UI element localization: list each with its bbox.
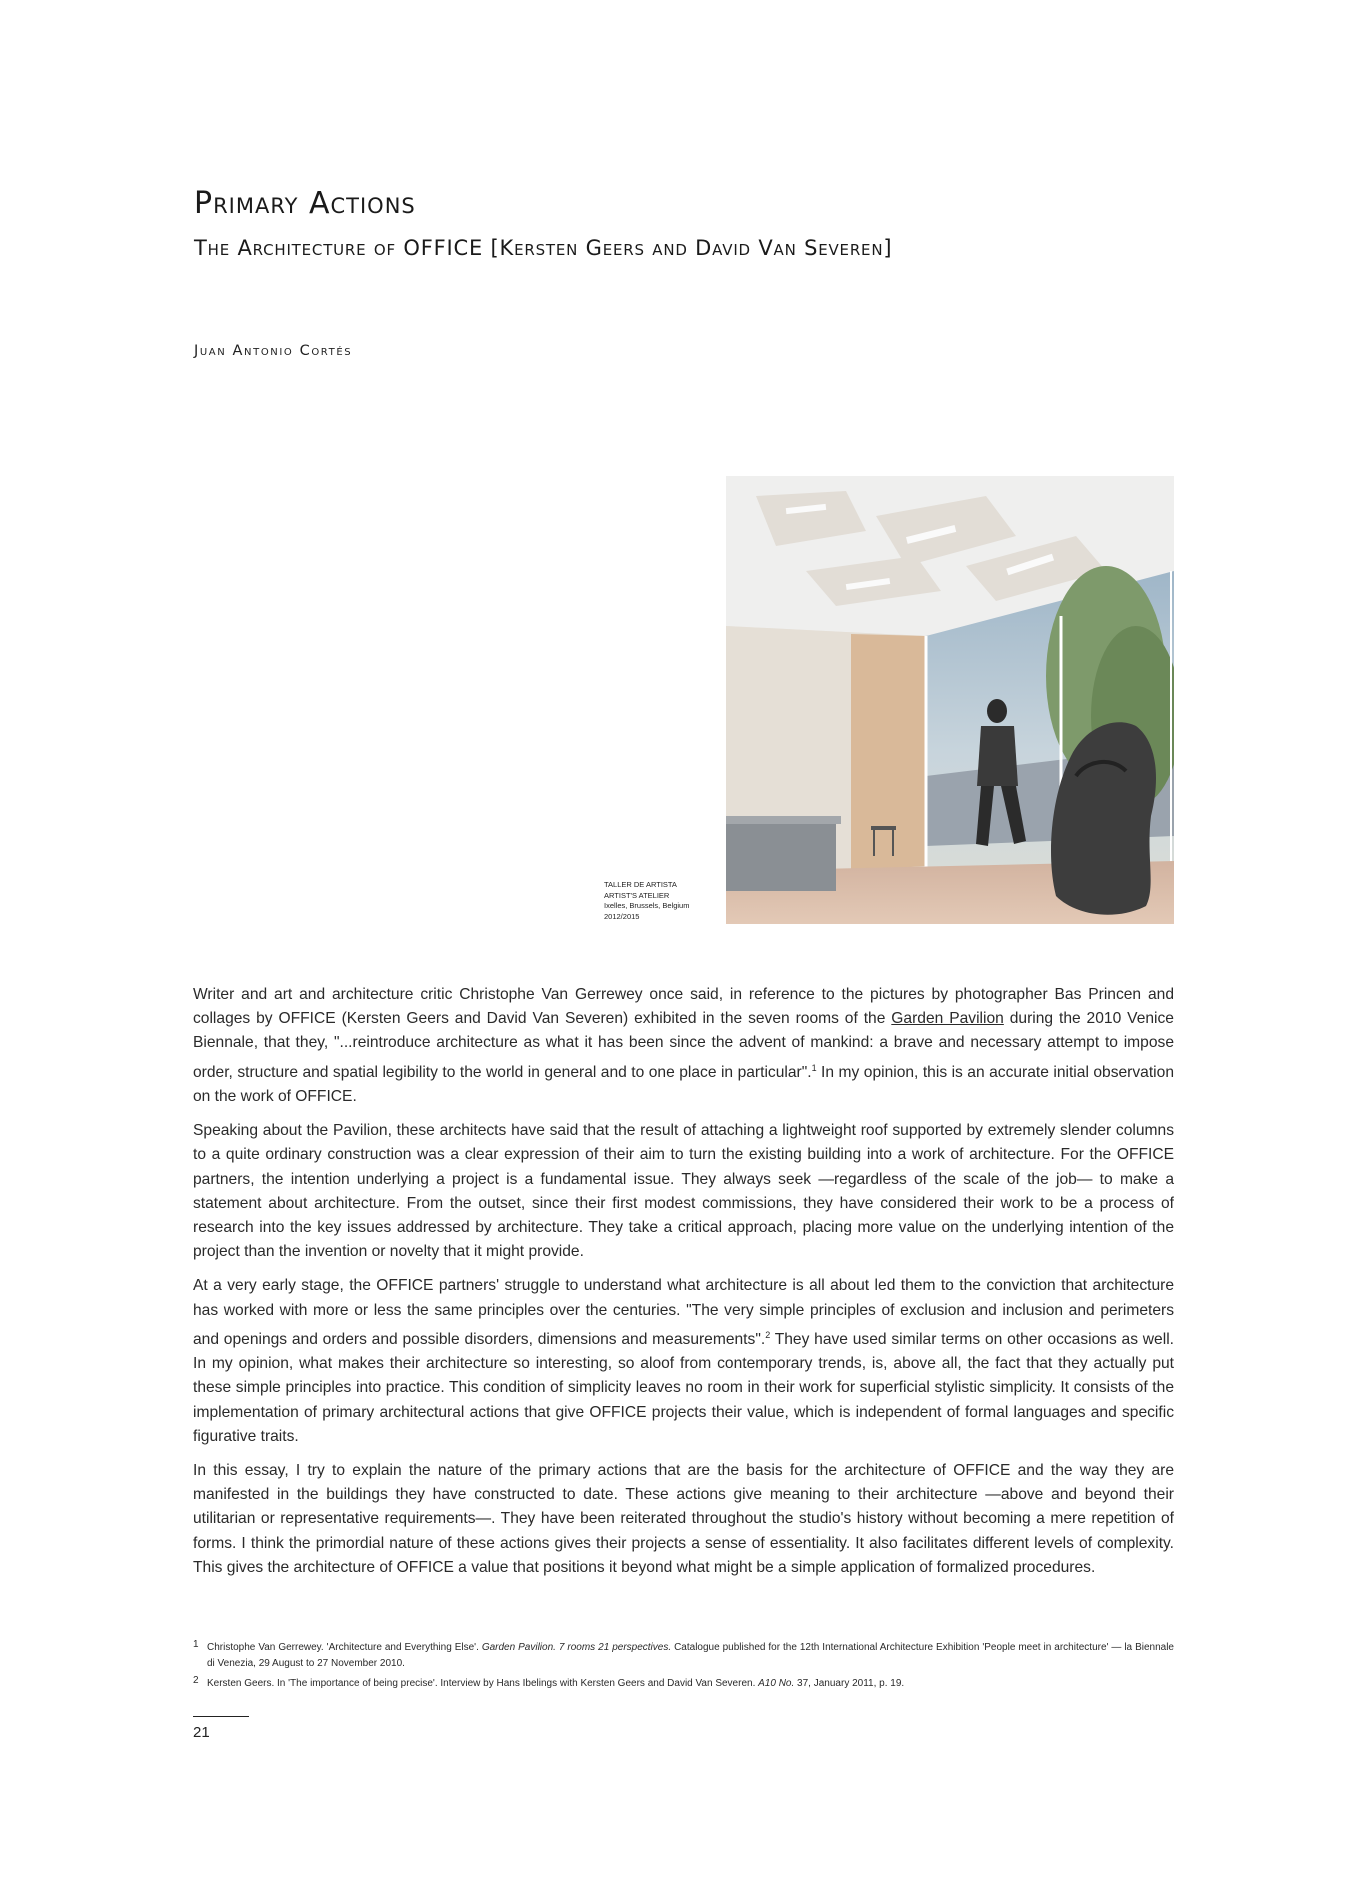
caption-line: TALLER DE ARTISTA (604, 880, 677, 889)
garden-pavilion-link[interactable]: Garden Pavilion (891, 1010, 1004, 1028)
footnote-ref: 2 (765, 1329, 771, 1340)
figure-caption (604, 880, 722, 922)
article-title: Primary Actions (194, 186, 416, 221)
article-body (193, 983, 1174, 1590)
caption-line: Ixelles, Brussels, Belgium (604, 901, 690, 910)
author-name: Juan Antonio Cortés (194, 343, 353, 359)
caption-line: 2012/2015 (604, 911, 640, 921)
article-subtitle: The Architecture of OFFICE [Kersten Geers and David Van Severen] (194, 236, 893, 260)
page-number-rule (193, 1716, 249, 1717)
footnote-number: 2 (193, 1675, 199, 1686)
footnote-ref: 1 (811, 1062, 817, 1073)
caption-line: ARTIST'S ATELIER (604, 890, 670, 900)
paragraph: At a very early stage, the OFFICE partners' struggle to understand what architecture is all about led them to the conviction that architecture has worked with more or less the same principles over the centuries. "The very simple principles of exclusion and inclusion and perimeters and openings and orders and possible disorders, dimensions and measurements".$^2$ They have used similar terms on other occasions as well. In my opinion, what makes their architecture so interesting, so aloof from contemporary trends, is, above all, the fact that they actually put these simple principles into practice. This condition of simplicity leaves no room in their work for superficial stylistic simplicity. It consists of the implementation of primary architectural actions that give OFFICE projects their value, which is independent of formal languages and specific figurative traits. (193, 1277, 1174, 1445)
paragraph: In this essay, I try to explain the nature of the primary actions that are the basis for the architecture of OFFICE and the way they are manifested in the buildings they have constructed to date. These actions give meaning to their architecture —above and beyond their utilitarian or representative requirements—. They have been reiterated throughout the studio's history without becoming a mere repetition of forms. I think the primordial nature of these actions gives their projects a sense of essentiality. It also facilitates different levels of complexity. This gives the architecture of OFFICE a value that positions it beyond what might be a simple application of formalized procedures. (193, 1462, 1174, 1576)
footnote: 2 Kersten Geers. In 'The importance of being precise'. Interview by Hans Ibelings with Kersten Geers and David Van Severen. A10 No. 37, January 2011, p. 19. (193, 1675, 905, 1689)
paragraph: Speaking about the Pavilion, these architects have said that the result of attaching a lightweight roof supported by extremely slender columns to a quite ordinary construction was a clear expression of their aim to turn the existing building into a work of architecture. For the OFFICE partners, the intention underlying a project is a fundamental issue. They always seek —regardless of the scale of the job— to make a statement about architecture. From the outset, since their first modest commissions, they have considered their work to be a process of research into the key issues addressed by architecture. They take a critical approach, placing more value on the underlying intention of the project than the invention or novelty that it might provide. (193, 1122, 1174, 1261)
atelier-image (726, 476, 1174, 924)
footnote-number: 1 (193, 1639, 199, 1650)
footnote: 1 Christophe Van Gerrewey. 'Architecture and Everything Else'. Garden Pavilion. 7 rooms 21 perspectives. Catalogue published for the 12th International Architecture Exhibition 'People meet in architecture' — la Biennale di Venezia, 29 August to 27 November 2010. (193, 1639, 1174, 1669)
paragraph: Writer and art and architecture critic Christophe Van Gerrewey once said, in reference to the pictures by photographer Bas Princen and collages by OFFICE (Kersten Geers and David Van Severen) exhibited in the seven rooms of the Garden Pavilion during the 2010 Venice Biennale, that they, "...reintroduce architecture as what it has been since the advent of mankind: a brave and necessary attempt to impose order, structure and spatial legibility to the world in general and to one place in particular".$^1$ In my opinion, this is an accurate initial observation on the work of OFFICE. (193, 986, 1174, 1105)
page-number: 21 (193, 1724, 210, 1741)
footnotes (193, 1640, 1174, 1696)
